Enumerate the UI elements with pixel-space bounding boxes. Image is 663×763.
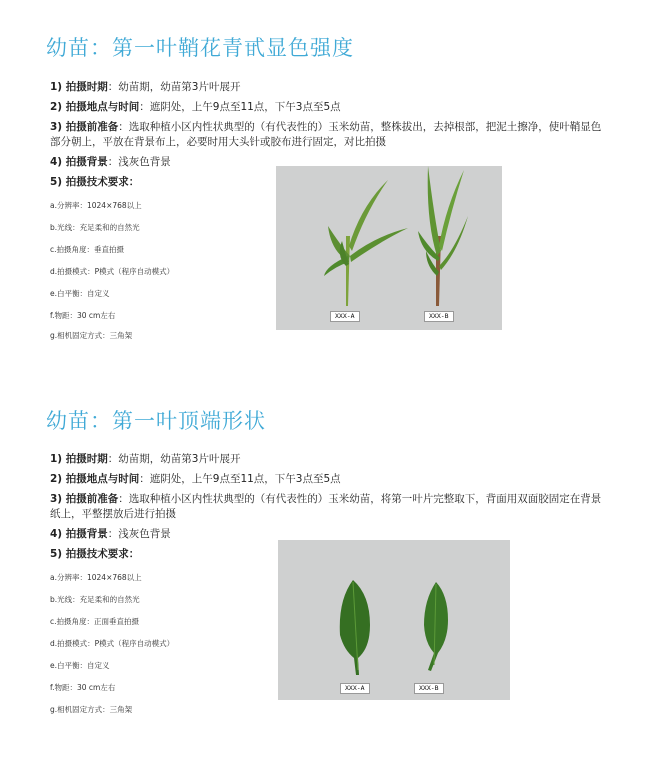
s2-sub-b: b.光线：充足柔和的自然光 — [50, 595, 140, 604]
s1-item-5: 5) 拍摄技术要求： — [50, 176, 140, 188]
s2-sub-d: d.拍摄模式：P模式（程序自动模式） — [50, 639, 175, 648]
s1-item-4: 4) 拍摄背景：浅灰色背景 — [50, 156, 171, 168]
seedling-photo — [276, 166, 502, 330]
s2-item-1: 1) 拍摄时期：幼苗期，幼苗第3片叶展开 — [50, 453, 241, 465]
photo-label-b: XXX-B — [424, 311, 454, 322]
s1-sub-c: c.拍摄角度：垂直拍摄 — [50, 245, 125, 254]
s1-item-3: 3) 拍摄前准备：选取种植小区内性状典型的（有代表性的）玉米幼苗，整株拔出，去掉根部，把泥土擦净，使叶鞘显色部分朝上，平放在背景布上，必要时用大头针或胶布进行固定，对比拍摄 — [50, 121, 602, 148]
s2-sub-e: e.白平衡：自定义 — [50, 661, 110, 670]
s2-sub-g: g.相机固定方式：三角架 — [50, 705, 133, 714]
section1-title: 幼苗：第一叶鞘花青甙显色强度 — [46, 36, 354, 60]
photo-label-a: XXX-A — [340, 683, 370, 694]
s2-sub-a: a.分辨率：1024×768以上 — [50, 573, 142, 582]
photo-label-a: XXX-A — [330, 311, 360, 322]
s1-sub-b: b.光线：充足柔和的自然光 — [50, 223, 140, 232]
s2-sub-f: f.物距：30 cm左右 — [50, 683, 116, 692]
s1-sub-a: a.分辨率：1024×768以上 — [50, 201, 142, 210]
s2-item-4: 4) 拍摄背景：浅灰色背景 — [50, 528, 171, 540]
leaf-photo — [278, 540, 510, 700]
s1-sub-e: e.白平衡：自定义 — [50, 289, 110, 298]
section2-title: 幼苗：第一叶顶端形状 — [46, 409, 266, 433]
s1-sub-d: d.拍摄模式：P模式（程序自动模式） — [50, 267, 175, 276]
s2-sub-c: c.拍摄角度：正面垂直拍摄 — [50, 617, 140, 626]
leaf-illustration — [278, 540, 510, 700]
s1-item-1: 1) 拍摄时期：幼苗期，幼苗第3片叶展开 — [50, 81, 241, 93]
seedling-illustration — [276, 166, 502, 330]
s2-item-5: 5) 拍摄技术要求： — [50, 548, 140, 560]
photo-label-b: XXX-B — [414, 683, 444, 694]
s1-item-2: 2) 拍摄地点与时间：遮阴处，上午9点至11点，下午3点至5点 — [50, 101, 341, 113]
s2-item-3: 3) 拍摄前准备：选取种植小区内性状典型的（有代表性的）玉米幼苗，将第一叶片完整取下，背面用双面胶固定在背景纸上，平整摆放后进行拍摄 — [50, 493, 602, 520]
s1-sub-f: f.物距：30 cm左右 — [50, 311, 116, 320]
s2-item-2: 2) 拍摄地点与时间：遮阴处，上午9点至11点，下午3点至5点 — [50, 473, 341, 485]
s1-sub-g: g.相机固定方式：三角架 — [50, 331, 133, 340]
